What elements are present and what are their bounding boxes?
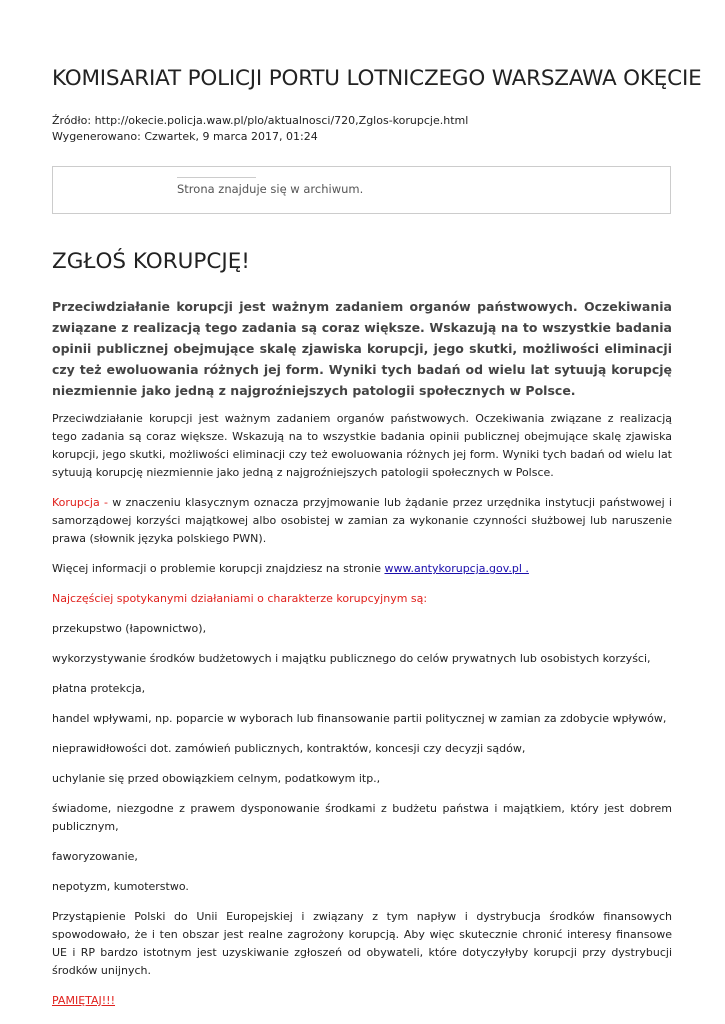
- archive-notice: [52, 166, 671, 214]
- antykorupcja-link[interactable]: www.antykorupcja.gov.pl .: [384, 562, 529, 575]
- archive-text: Strona znajduje się w archiwum.: [177, 182, 364, 196]
- list-item: uchylanie się przed obowiązkiem celnym, podatkowym itp.,: [52, 772, 381, 785]
- site-title: KOMISARIAT POLICJI PORTU LOTNICZEGO WARSZAWA OKĘCIE: [52, 66, 702, 91]
- paragraph-definition: [52, 494, 672, 548]
- paragraph-remember: [52, 992, 672, 1010]
- page-title: ZGŁOŚ KORUPCJĘ!: [52, 249, 250, 274]
- list-heading: Najczęściej spotykanymi działaniami o charakterze korupcyjnym są:: [52, 592, 428, 605]
- archive-divider: [177, 177, 256, 178]
- article-lead: Przeciwdziałanie korupcji jest ważnym zadaniem organów państwowych. Oczekiwania związane z realizacją tego zadania są coraz większe. Wskazują na to wszystkie badania opinii publicznej obejmujące skalę zjawiska korupcji, jego skutki, możliwości eliminacji czy też ewoluowania różnych jej form. Wyniki tych badań od wielu lat sytuują korupcję niezmiennie jako jedną z najgroźniejszych patologii społecznych w Polsce.: [52, 299, 672, 398]
- list-item: handel wpływami, np. poparcie w wyborach lub finansowanie partii politycznej w zamian za zdobycie wpływów,: [52, 712, 667, 725]
- list-item: wykorzystywanie środków budżetowych i majątku publicznego do celów prywatnych lub osobistych korzyści,: [52, 652, 651, 665]
- more-info-text: Więcej informacji o problemie korupcji znajdziesz na stronie: [52, 562, 385, 575]
- generated-date: Wygenerowano: Czwartek, 9 marca 2017, 01:24: [52, 130, 318, 143]
- remember-link[interactable]: PAMIĘTAJ!!!: [52, 994, 116, 1007]
- list-item: świadome, niezgodne z prawem dysponowanie środkami z budżetu państwa i majątkiem, który jest dobrem publicznym,: [52, 802, 672, 833]
- list-item: faworyzowanie,: [52, 850, 138, 863]
- corruption-list: [52, 620, 672, 896]
- list-item: nepotyzm, kumoterstwo.: [52, 880, 189, 893]
- source-url: Źródło: http://okecie.policja.waw.pl/plo/aktualnosci/720,Zglos-korupcje.html: [52, 114, 469, 127]
- paragraph-intro: Przeciwdziałanie korupcji jest ważnym zadaniem organów państwowych. Oczekiwania związane z realizacją tego zadania są coraz większe. Wskazują na to wszystkie badania opinii publicznej obejmujące skalę zjawiska korupcji, jego skutki, możliwości eliminacji czy też ewoluowania różnych jej form. Wyniki tych badań od wielu lat sytuują korupcję niezmiennie jako jedną z najgroźniejszych patologii społecznych w Polsce.: [52, 412, 672, 479]
- definition-term: Korupcja -: [52, 496, 108, 509]
- document-meta: [52, 113, 468, 145]
- definition-text: w znaczeniu klasycznym oznacza przyjmowanie lub żądanie przez urzędnika instytucji państwowej i samorządowej korzyści majątkowej albo osobistej w zamian za wykonanie czynności służbowej lub naruszenie prawa (słownik języka polskiego PWN).: [52, 496, 672, 545]
- list-item: płatna protekcja,: [52, 682, 146, 695]
- article-body: [52, 410, 672, 1022]
- list-item: nieprawidłowości dot. zamówień publicznych, kontraktów, koncesji czy decyzji sądów,: [52, 742, 526, 755]
- paragraph-more-info: [52, 560, 672, 578]
- paragraph-eu: Przystąpienie Polski do Unii Europejskiej i związany z tym napływ i dystrybucja środków finansowych spowodowało, że i ten obszar jest realne zagrożony korupcją. Aby więc skutecznie chronić interesy finansowe UE i RP bardzo istotnym jest uzyskiwanie zgłoszeń od obywateli, które dotyczyłyby korupcji przy dystrybucji środków unijnych.: [52, 910, 672, 977]
- list-item: przekupstwo (łapownictwo),: [52, 622, 207, 635]
